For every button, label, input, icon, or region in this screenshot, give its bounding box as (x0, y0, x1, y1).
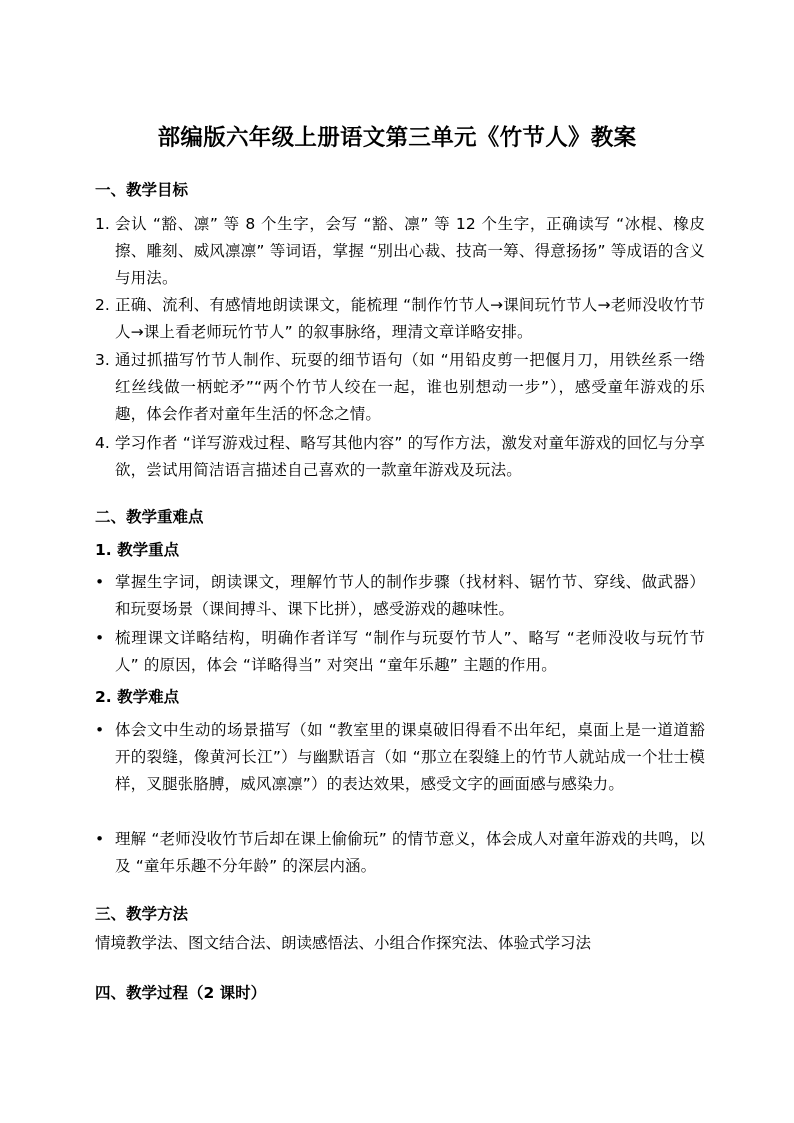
document-title: 部编版六年级上册语文第三单元《竹节人》教案 (157, 125, 637, 151)
list-item (95, 211, 705, 292)
list-number: 2. (95, 296, 110, 314)
methods-text: 情境教学法、图文结合法、朗读感悟法、小组合作探究法、体验式学习法 (95, 934, 592, 952)
section-heading-key-points: 二、教学重难点 (95, 508, 204, 526)
list-item-text: 理解 “老师没收竹节后却在课上偷偷玩” 的情节意义，体会成人对童年游戏的共鸣，以及 “童年乐趣不分年龄” 的深层内涵。 (115, 830, 705, 875)
list-item (95, 292, 705, 346)
list-number: 3. (95, 351, 110, 369)
list-item (95, 347, 705, 428)
list-item-text: 梳理课文详略结构，明确作者详写 “制作与玩耍竹节人”、略写 “老师没收与玩竹节人” 的原因，体会 “详略得当” 对突出 “童年乐趣” 主题的作用。 (115, 629, 705, 674)
bullet: • (95, 721, 105, 739)
bullet: • (95, 830, 105, 848)
list-item (95, 430, 705, 484)
list-item (95, 717, 705, 798)
list-number: 1. (95, 215, 110, 233)
list-item-text: 体会文中生动的场景描写（如 “教室里的课桌破旧得看不出年纪，桌面上是一道道豁开的裂缝，像黄河长江”）与幽默语言（如 “那立在裂缝上的竹节人就站成一个壮士模样，叉腿张胳膊，威风凛凛”）的表达效果，感受文字的画面感与感染力。 (115, 721, 705, 793)
list-item (95, 625, 705, 679)
list-item-text: 正确、流利、有感情地朗读课文，能梳理 “制作竹节人→课间玩竹节人→老师没收竹节人→课上看老师玩竹节人” 的叙事脉络，理清文章详略安排。 (115, 296, 705, 341)
bullet: • (95, 573, 105, 591)
list-number: 4. (95, 434, 110, 452)
section-heading-process: 四、教学过程（2 课时） (95, 984, 267, 1002)
bullet: • (95, 629, 105, 647)
list-item-text: 学习作者 “详写游戏过程、略写其他内容” 的写作方法，激发对童年游戏的回忆与分享欲，尝试用简洁语言描述自己喜欢的一款童年游戏及玩法。 (115, 434, 705, 479)
list-item-text: 掌握生字词，朗读课文，理解竹节人的制作步骤（找材料、锯竹节、穿线、做武器）和玩耍场景（课间搏斗、课下比拼），感受游戏的趣味性。 (115, 573, 705, 618)
list-item-text: 会认 “豁、凛” 等 8 个生字，会写 “豁、凛” 等 12 个生字，正确读写 “冰棍、橡皮擦、雕刻、威风凛凛” 等词语，掌握 “别出心裁、技高一筹、得意扬扬” 等成语的含义与用法。 (115, 215, 705, 287)
section-heading-methods: 三、教学方法 (95, 905, 189, 923)
section-heading-objectives: 一、教学目标 (95, 181, 189, 199)
list-item (95, 569, 705, 623)
list-item-text: 通过抓描写竹节人制作、玩耍的细节语句（如 “用铅皮剪一把偃月刀，用铁丝系一绺红丝线做一柄蛇矛”“两个竹节人绞在一起，谁也别想动一步”），感受童年游戏的乐趣，体会作者对童年生活的怀念之情。 (115, 351, 705, 423)
list-item (95, 826, 705, 880)
subsection-heading-focus: 1. 教学重点 (95, 541, 180, 559)
subsection-heading-difficulty: 2. 教学难点 (95, 688, 180, 706)
